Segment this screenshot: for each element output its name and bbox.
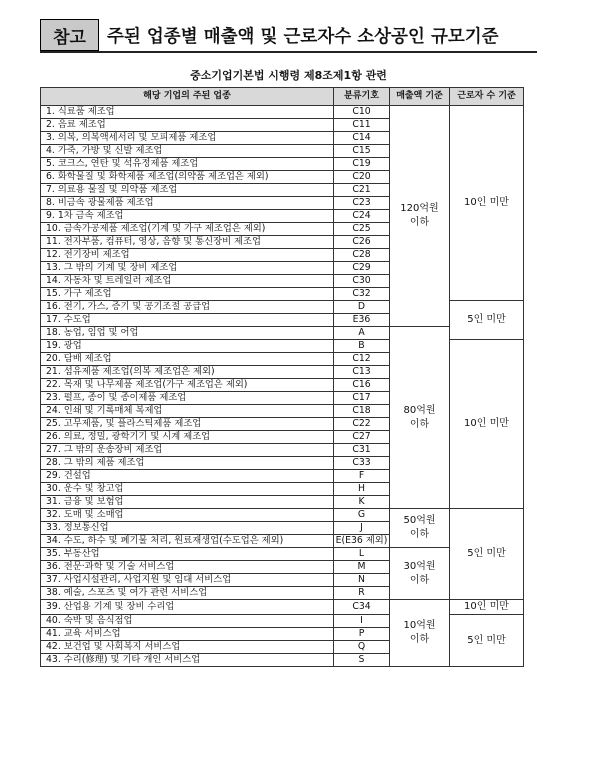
table-row <box>41 600 524 615</box>
industry-name-cell: 14. 자동차 및 트레일러 제조업 <box>41 275 334 288</box>
table-subtitle: 중소기업기본법 시행령 제8조제1항 관련 <box>190 69 387 82</box>
classification-code-cell: E(E36 제외) <box>334 535 390 548</box>
sales-criterion-cell: 30억원 이하 <box>390 548 450 600</box>
table-row <box>41 106 524 119</box>
industry-name-cell: 4. 가죽, 가방 및 신발 제조업 <box>41 145 334 158</box>
table-row <box>41 340 524 353</box>
industry-name-cell: 21. 섬유제품 제조업(의복 제조업은 제외) <box>41 366 334 379</box>
size-criteria-table <box>40 87 524 667</box>
classification-code-cell: S <box>334 654 390 667</box>
classification-code-cell: L <box>334 548 390 561</box>
classification-code-cell: A <box>334 327 390 340</box>
worker-criterion-cell: 5인 미만 <box>450 301 524 340</box>
industry-name-cell: 19. 광업 <box>41 340 334 353</box>
industry-name-cell: 28. 그 밖의 제품 제조업 <box>41 457 334 470</box>
classification-code-cell: C27 <box>334 431 390 444</box>
worker-criterion-cell: 10인 미만 <box>450 600 524 615</box>
industry-name-cell: 43. 수리(修理) 및 기타 개인 서비스업 <box>41 654 334 667</box>
table-row <box>41 509 524 522</box>
table-header-row <box>41 88 524 106</box>
industry-name-cell: 13. 그 밖의 기계 및 장비 제조업 <box>41 262 334 275</box>
classification-code-cell: C10 <box>334 106 390 119</box>
page-header <box>40 19 537 51</box>
industry-name-cell: 22. 목재 및 나무제품 제조업(가구 제조업은 제외) <box>41 379 334 392</box>
classification-code-cell: C20 <box>334 171 390 184</box>
classification-code-cell: C11 <box>334 119 390 132</box>
classification-code-cell: I <box>334 615 390 628</box>
column-header-code: 분류기호 <box>334 88 390 106</box>
industry-name-cell: 38. 예술, 스포츠 및 여가 관련 서비스업 <box>41 587 334 600</box>
classification-code-cell: C24 <box>334 210 390 223</box>
industry-name-cell: 18. 농업, 임업 및 어업 <box>41 327 334 340</box>
classification-code-cell: M <box>334 561 390 574</box>
classification-code-cell: N <box>334 574 390 587</box>
classification-code-cell: C15 <box>334 145 390 158</box>
classification-code-cell: F <box>334 470 390 483</box>
sales-criterion-cell: 120억원 이하 <box>390 106 450 327</box>
industry-name-cell: 39. 산업용 기계 및 장비 수리업 <box>41 600 334 615</box>
industry-name-cell: 23. 펄프, 종이 및 종이제품 제조업 <box>41 392 334 405</box>
industry-name-cell: 7. 의료용 물질 및 의약품 제조업 <box>41 184 334 197</box>
classification-code-cell: C33 <box>334 457 390 470</box>
classification-code-cell: C28 <box>334 249 390 262</box>
classification-code-cell: C16 <box>334 379 390 392</box>
classification-code-cell: C18 <box>334 405 390 418</box>
industry-name-cell: 20. 담배 제조업 <box>41 353 334 366</box>
classification-code-cell: C19 <box>334 158 390 171</box>
industry-name-cell: 12. 전기장비 제조업 <box>41 249 334 262</box>
industry-name-cell: 33. 정보통신업 <box>41 522 334 535</box>
column-header-industry: 해당 기업의 주된 업종 <box>41 88 334 106</box>
worker-criterion-cell: 5인 미만 <box>450 509 524 600</box>
page-title: 주된 업종별 매출액 및 근로자수 소상공인 규모기준 <box>107 26 499 47</box>
industry-name-cell: 6. 화학물질 및 화학제품 제조업(의약품 제조업은 제외) <box>41 171 334 184</box>
classification-code-cell: B <box>334 340 390 353</box>
industry-name-cell: 34. 수도, 하수 및 폐기물 처리, 원료재생업(수도업은 제외) <box>41 535 334 548</box>
industry-name-cell: 41. 교육 서비스업 <box>41 628 334 641</box>
industry-name-cell: 5. 코크스, 연탄 및 석유정제품 제조업 <box>41 158 334 171</box>
classification-code-cell: C32 <box>334 288 390 301</box>
classification-code-cell: G <box>334 509 390 522</box>
industry-name-cell: 26. 의료, 정밀, 광학기기 및 시계 제조업 <box>41 431 334 444</box>
industry-name-cell: 17. 수도업 <box>41 314 334 327</box>
industry-name-cell: 42. 보건업 및 사회복지 서비스업 <box>41 641 334 654</box>
sales-criterion-cell: 80억원 이하 <box>390 327 450 509</box>
title-underline <box>40 51 537 53</box>
column-header-workers: 근로자 수 기준 <box>450 88 524 106</box>
classification-code-cell: C14 <box>334 132 390 145</box>
sales-criterion-cell: 50억원 이하 <box>390 509 450 548</box>
classification-code-cell: P <box>334 628 390 641</box>
industry-name-cell: 24. 인쇄 및 기록매체 복제업 <box>41 405 334 418</box>
classification-code-cell: C13 <box>334 366 390 379</box>
classification-code-cell: C25 <box>334 223 390 236</box>
classification-code-cell: C34 <box>334 600 390 615</box>
industry-name-cell: 2. 음료 제조업 <box>41 119 334 132</box>
industry-name-cell: 29. 건설업 <box>41 470 334 483</box>
reference-badge: 참고 <box>40 19 99 51</box>
classification-code-cell: C21 <box>334 184 390 197</box>
industry-name-cell: 8. 비금속 광물제품 제조업 <box>41 197 334 210</box>
industry-name-cell: 16. 전기, 가스, 증기 및 공기조절 공급업 <box>41 301 334 314</box>
classification-code-cell: J <box>334 522 390 535</box>
industry-name-cell: 30. 운수 및 창고업 <box>41 483 334 496</box>
industry-name-cell: 10. 금속가공제품 제조업(기계 및 가구 제조업은 제외) <box>41 223 334 236</box>
classification-code-cell: D <box>334 301 390 314</box>
industry-name-cell: 37. 사업시설관리, 사업지원 및 임대 서비스업 <box>41 574 334 587</box>
classification-code-cell: C12 <box>334 353 390 366</box>
industry-name-cell: 15. 가구 제조업 <box>41 288 334 301</box>
industry-name-cell: 27. 그 밖의 운송장비 제조업 <box>41 444 334 457</box>
industry-name-cell: 11. 전자부품, 컴퓨터, 영상, 음향 및 통신장비 제조업 <box>41 236 334 249</box>
table-row <box>41 301 524 314</box>
classification-code-cell: C30 <box>334 275 390 288</box>
classification-code-cell: Q <box>334 641 390 654</box>
classification-code-cell: E36 <box>334 314 390 327</box>
table-body <box>41 106 524 667</box>
industry-name-cell: 35. 부동산업 <box>41 548 334 561</box>
industry-name-cell: 31. 금융 및 보험업 <box>41 496 334 509</box>
industry-name-cell: 9. 1차 금속 제조업 <box>41 210 334 223</box>
worker-criterion-cell: 5인 미만 <box>450 615 524 667</box>
industry-name-cell: 25. 고무제품, 및 플라스틱제품 제조업 <box>41 418 334 431</box>
sales-criterion-cell: 10억원 이하 <box>390 600 450 667</box>
classification-code-cell: H <box>334 483 390 496</box>
classification-code-cell: C31 <box>334 444 390 457</box>
industry-name-cell: 3. 의복, 의복액세서리 및 모피제품 제조업 <box>41 132 334 145</box>
classification-code-cell: C23 <box>334 197 390 210</box>
classification-code-cell: R <box>334 587 390 600</box>
classification-code-cell: C17 <box>334 392 390 405</box>
classification-code-cell: C26 <box>334 236 390 249</box>
industry-name-cell: 1. 식료품 제조업 <box>41 106 334 119</box>
classification-code-cell: C29 <box>334 262 390 275</box>
industry-name-cell: 36. 전문·과학 및 기술 서비스업 <box>41 561 334 574</box>
classification-code-cell: C22 <box>334 418 390 431</box>
industry-name-cell: 32. 도매 및 소매업 <box>41 509 334 522</box>
worker-criterion-cell: 10인 미만 <box>450 340 524 509</box>
table-row <box>41 615 524 628</box>
worker-criterion-cell: 10인 미만 <box>450 106 524 301</box>
industry-name-cell: 40. 숙박 및 음식점업 <box>41 615 334 628</box>
column-header-sales: 매출액 기준 <box>390 88 450 106</box>
classification-code-cell: K <box>334 496 390 509</box>
